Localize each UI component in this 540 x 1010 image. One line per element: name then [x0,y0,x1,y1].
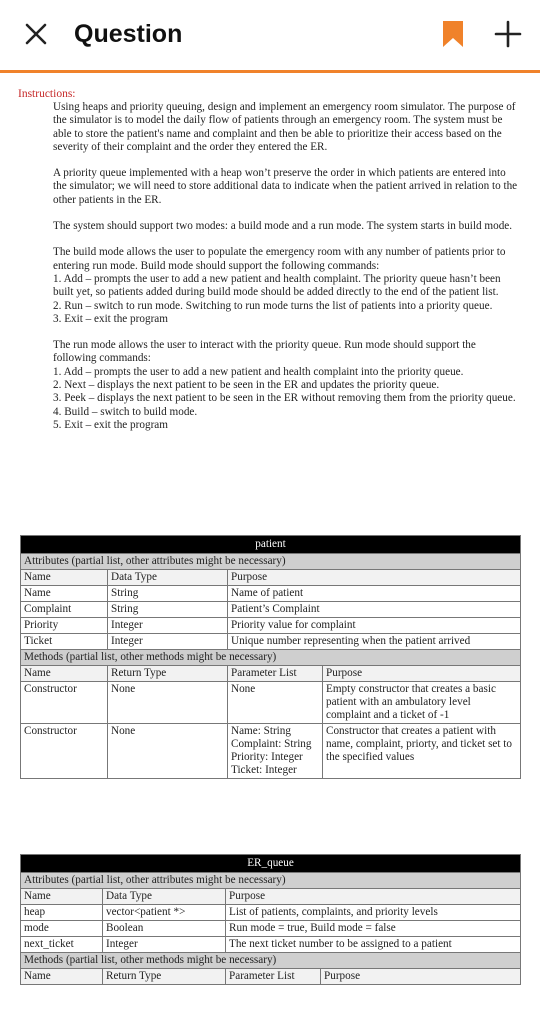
attribute-row-cell: String [108,586,228,602]
attribute-row-cell: The next ticket number to be assigned to a patient [226,937,521,953]
instruction-line: 3. Exit – exit the program [53,312,168,325]
attribute-row-cell: Unique number representing when the patient arrived [228,634,521,650]
patient-class-table [20,535,521,779]
instruction-paragraph [53,246,518,326]
bookmark-icon[interactable] [441,20,465,48]
attributes-header-cell: Data Type [108,570,228,586]
close-icon[interactable] [22,20,50,48]
instruction-paragraph [53,167,518,207]
attributes-header [21,570,521,586]
attribute-row [21,937,521,953]
attribute-row [21,634,521,650]
header-divider [0,70,540,73]
methods-header-cell: Purpose [321,969,521,985]
attributes-header [21,889,521,905]
attributes-header-cell: Name [21,570,108,586]
instructions-label: Instructions: [18,88,76,100]
scroll-clip [0,1001,540,1010]
er-queue-class-table [20,854,521,985]
attribute-row [21,905,521,921]
attribute-row-cell: Priority value for complaint [228,618,521,634]
question-content [0,88,540,445]
instruction-line: Using heaps and priority queuing, design and implement an emergency room simulator. The purpose of the simulator is to model the daily flow of patients through an emergency room. The system must be able to store the patient's name and complaint and then be able to prioritize their access based on the severity of their complaint and the order they entered the ER. [53,101,516,153]
methods-section-cell: Methods (partial list, other methods might be necessary) [21,650,521,666]
attribute-row-cell: Integer [103,937,226,953]
attribute-row-cell: Complaint [21,602,108,618]
method-row-cell: None [108,682,228,724]
methods-header-cell: Purpose [323,666,521,682]
class-title [21,855,521,873]
method-row-cell: None [108,724,228,779]
instruction-paragraph [53,339,518,432]
method-row-cell: Name: String Complaint: String Priority: Integer Ticket: Integer [228,724,323,779]
attributes-header-cell: Purpose [228,570,521,586]
instruction-paragraph [53,220,518,233]
instruction-line: The build mode allows the user to populate the emergency room with any number of patients prior to entering run mode. Build mode should support the following commands: [53,246,506,272]
instruction-line: 2. Run – switch to run mode. Switching to run mode turns the list of patients into a priority queue. [53,299,493,312]
methods-header-cell: Parameter List [226,969,321,985]
instruction-paragraph [53,101,518,154]
attribute-row-cell: heap [21,905,103,921]
attribute-row [21,602,521,618]
method-row-cell: Constructor [21,724,108,779]
instruction-line: 2. Next – displays the next patient to be seen in the ER and updates the priority queue. [53,379,440,392]
instruction-line: 5. Exit – exit the program [53,418,168,431]
attribute-row-cell: Patient’s Complaint [228,602,521,618]
attribute-row-cell: Ticket [21,634,108,650]
attribute-row-cell: next_ticket [21,937,103,953]
attributes-section [21,554,521,570]
attribute-row [21,618,521,634]
method-row-cell: Empty constructor that creates a basic patient with an ambulatory level complaint and a ticket of -1 [323,682,521,724]
instruction-line: The run mode allows the user to interact with the priority queue. Run mode should support the following commands: [53,339,476,365]
attribute-row-cell: Priority [21,618,108,634]
attribute-row-cell: mode [21,921,103,937]
attribute-row-cell: Name of patient [228,586,521,602]
instruction-line: 3. Peek – displays the next patient to be seen in the ER without removing them from the priority queue. [53,392,516,405]
instruction-line: 4. Build – switch to build mode. [53,405,198,418]
attribute-row-cell: Integer [108,634,228,650]
class-title-cell: patient [21,536,521,554]
methods-header-cell: Parameter List [228,666,323,682]
attributes-section-cell: Attributes (partial list, other attributes might be necessary) [21,554,521,570]
attributes-header-cell: Data Type [103,889,226,905]
method-row-cell: Constructor [21,682,108,724]
methods-section [21,953,521,969]
class-title-cell: ER_queue [21,855,521,873]
attribute-row-cell: String [108,602,228,618]
methods-header-cell: Name [21,969,103,985]
methods-header-cell: Return Type [103,969,226,985]
attributes-section [21,873,521,889]
attribute-row-cell: Run mode = true, Build mode = false [226,921,521,937]
class-title [21,536,521,554]
attribute-row [21,921,521,937]
instruction-line: The system should support two modes: a build mode and a run mode. The system starts in build mode. [53,220,513,233]
instruction-line: 1. Add – prompts the user to add a new patient and health complaint into the priority queue. [53,365,464,378]
attributes-section-cell: Attributes (partial list, other attributes might be necessary) [21,873,521,889]
method-row [21,682,521,724]
method-row [21,724,521,779]
instructions-body [0,101,540,432]
methods-header-cell: Name [21,666,108,682]
methods-header [21,969,521,985]
instruction-line: 1. Add – prompts the user to add a new patient and health complaint. The priority queue hasn’t been built yet, so patients added during build mode should be added directly to the end of the patient list. [53,272,501,299]
attributes-header-cell: Name [21,889,103,905]
attributes-header-cell: Purpose [226,889,521,905]
methods-section-cell: Methods (partial list, other methods might be necessary) [21,953,521,969]
attribute-row-cell: Integer [108,618,228,634]
method-row-cell: Constructor that creates a patient with name, complaint, priorty, and ticket set to the specified values [323,724,521,779]
methods-header-cell: Return Type [108,666,228,682]
plus-icon[interactable] [494,20,522,48]
methods-section [21,650,521,666]
methods-header [21,666,521,682]
attribute-row-cell: Name [21,586,108,602]
attribute-row-cell: vector<patient *> [103,905,226,921]
attribute-row [21,586,521,602]
page-title: Question [74,20,183,48]
method-row-cell: None [228,682,323,724]
instruction-line: A priority queue implemented with a heap won’t preserve the order in which patients are entered into the simulator; we will need to store additional data to indicate when the patient arrived in relation to the other patients in the ER. [53,167,518,206]
app-header [0,0,540,70]
attribute-row-cell: Boolean [103,921,226,937]
attribute-row-cell: List of patients, complaints, and priority levels [226,905,521,921]
